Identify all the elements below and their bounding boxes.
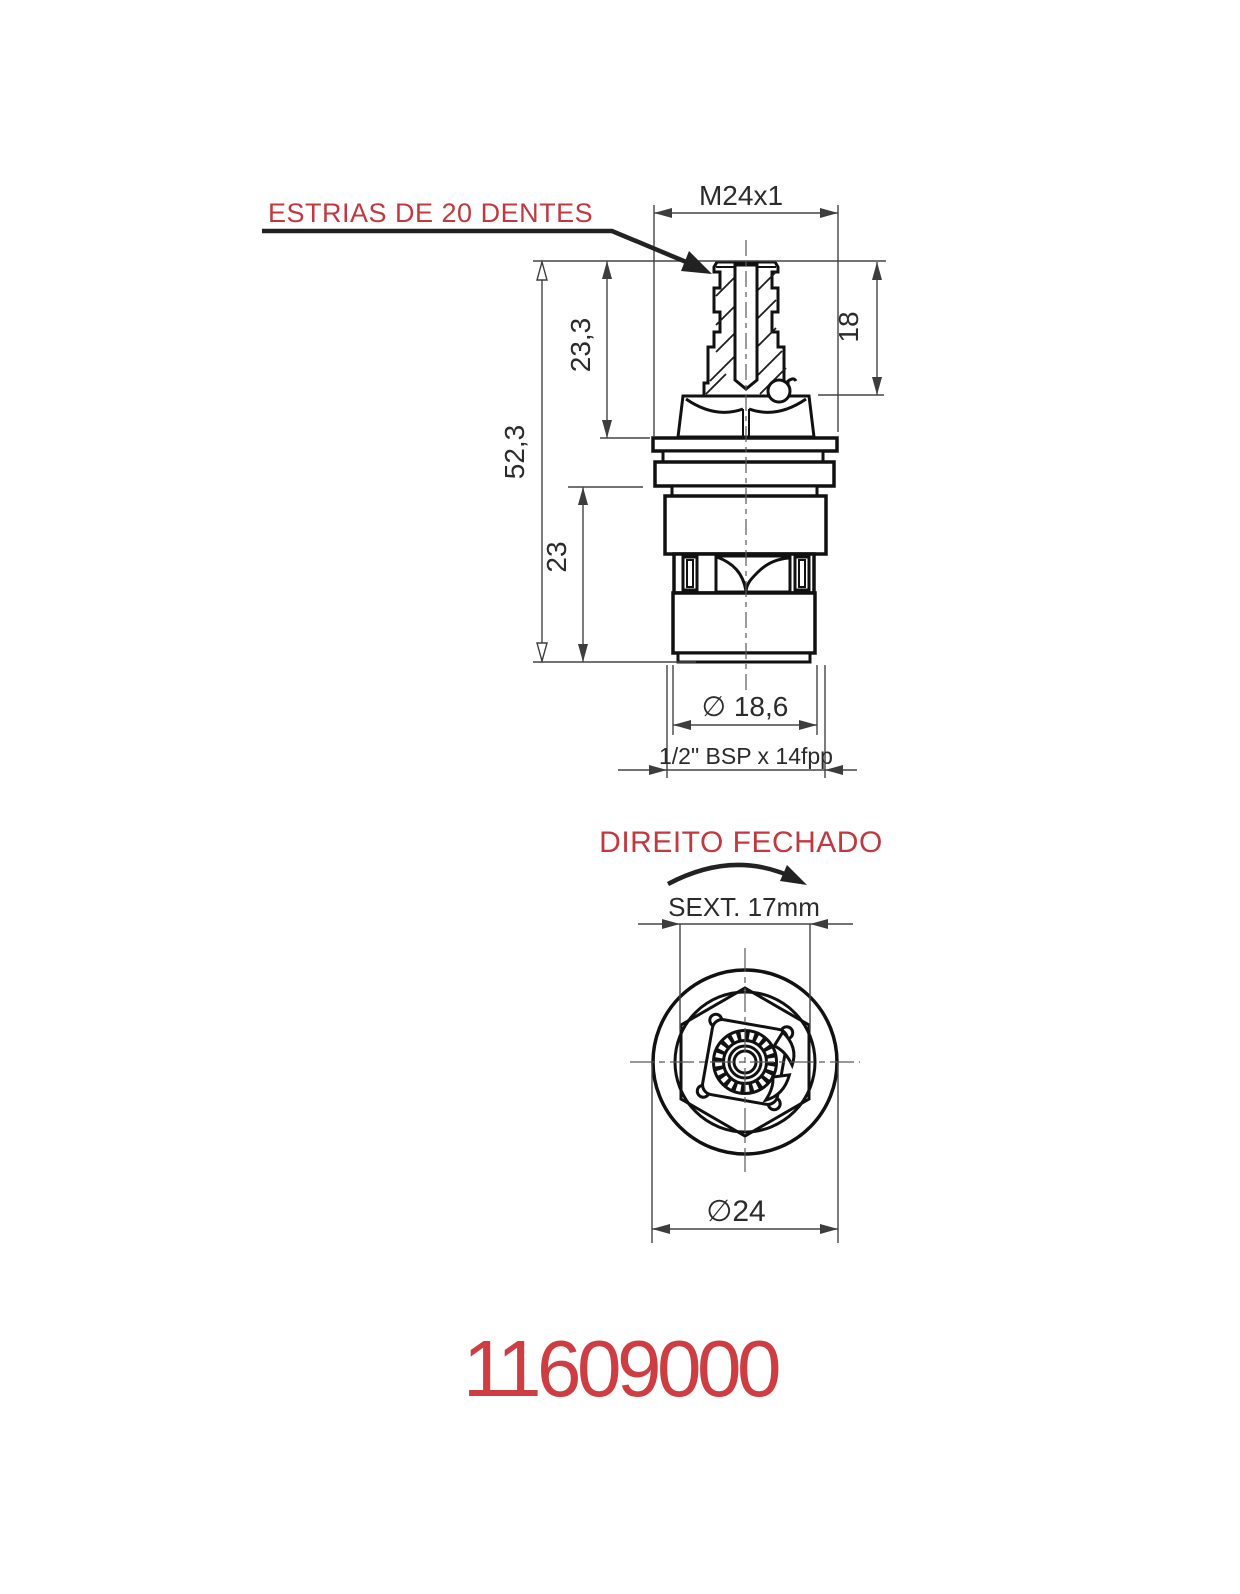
dim-24-label: ∅24: [706, 1195, 766, 1228]
top-view: [599, 826, 883, 1243]
dim-m24x1-label: M24x1: [698, 180, 784, 211]
dim-sext-label: SEXT. 17mm: [668, 892, 820, 922]
rotation-arc: [668, 865, 798, 884]
dim-bsp-label: 1/2" BSP x 14fpp: [659, 743, 833, 769]
rotation-annotation-label: DIREITO FECHADO: [599, 826, 883, 859]
body-lower-cylinder: [673, 593, 815, 653]
rotation-arrowhead: [780, 865, 807, 885]
leader-arrowhead: [681, 251, 712, 274]
dim-52-3-label: 52,3: [499, 424, 530, 480]
front-view: [262, 180, 886, 778]
flange-plate-1: [653, 438, 837, 451]
window-right-tab: [795, 557, 809, 590]
body-bottom-cap: [678, 653, 810, 662]
flange-plate-2: [655, 462, 834, 486]
splines-annotation-label: ESTRIAS DE 20 DENTES: [268, 198, 594, 228]
part-number: 11609000: [463, 1324, 777, 1413]
splines-annotation: [262, 198, 712, 274]
window-left-tab: [683, 557, 697, 590]
dim-23-label: 23: [541, 541, 572, 573]
dim-23-3-label: 23,3: [565, 317, 596, 373]
dim-18-label: 18: [833, 311, 864, 343]
dim-18-6-label: ∅ 18,6: [701, 691, 789, 722]
